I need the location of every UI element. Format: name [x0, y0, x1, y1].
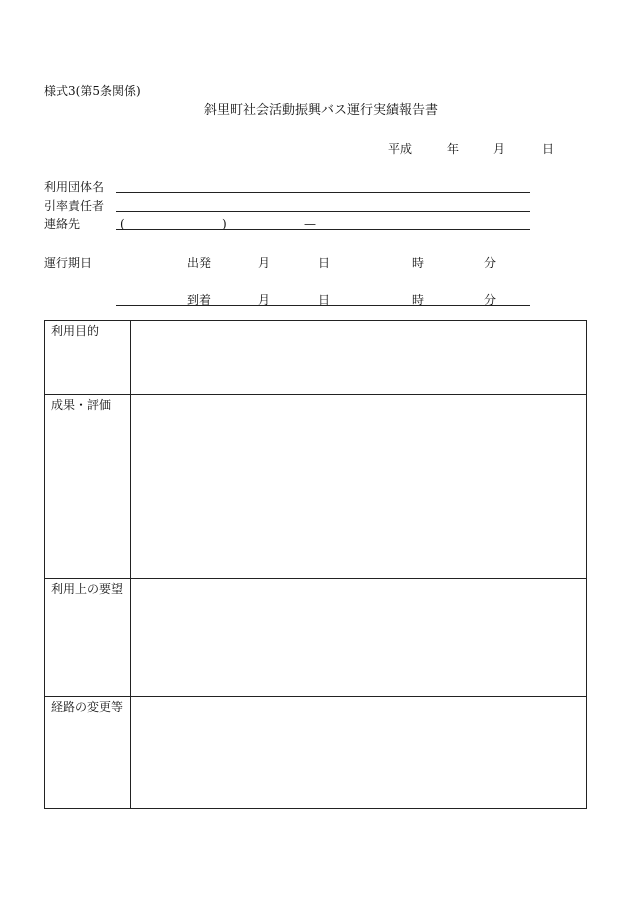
contact-field[interactable] [116, 229, 530, 230]
arrival-minute-label: 分 [484, 293, 497, 307]
arrival-label: 到着 [187, 293, 212, 307]
departure-month-label: 月 [258, 256, 271, 270]
label-cell [45, 395, 131, 578]
form-number: 様式3(第5条関係) [44, 84, 141, 98]
content-cell-requests[interactable] [131, 579, 586, 696]
document-title: 斜里町社会活動振興バス運行実績報告書 [204, 103, 439, 118]
arrival-hour-label: 時 [412, 293, 425, 307]
departure-label: 出発 [187, 256, 212, 270]
arrival-day-label: 日 [318, 293, 331, 307]
content-cell-purpose[interactable] [131, 321, 586, 394]
report-table [44, 320, 587, 809]
content-cell-route-changes[interactable] [131, 697, 586, 808]
label-cell [45, 697, 131, 808]
content-cell-results[interactable] [131, 395, 586, 578]
table-row-results [45, 394, 586, 578]
group-name-label: 利用団体名 [44, 180, 105, 194]
date-era: 平成 [388, 142, 413, 156]
departure-hour-label: 時 [412, 256, 425, 270]
contact-dash: — [304, 217, 316, 231]
contact-close-paren: ) [222, 217, 227, 231]
table-row-requests [45, 578, 586, 696]
leader-field[interactable] [116, 211, 530, 212]
table-row-purpose [45, 321, 586, 394]
leader-label: 引率責任者 [44, 199, 105, 213]
label-cell [45, 321, 131, 394]
date-year-label: 年 [447, 142, 460, 156]
departure-minute-label: 分 [484, 256, 497, 270]
row-label-purpose: 利用目的 [51, 324, 100, 338]
contact-open-paren: ( [120, 217, 125, 231]
row-label-results: 成果・評価 [51, 398, 112, 412]
schedule-label: 運行期日 [44, 256, 93, 270]
departure-day-label: 日 [318, 256, 331, 270]
date-day-label: 日 [542, 142, 555, 156]
contact-label: 連絡先 [44, 217, 81, 231]
arrival-field[interactable] [116, 305, 530, 306]
table-row-route-changes [45, 696, 586, 808]
date-month-label: 月 [493, 142, 506, 156]
row-label-route-changes: 経路の変更等 [51, 700, 124, 714]
group-name-field[interactable] [116, 192, 530, 193]
arrival-month-label: 月 [258, 293, 271, 307]
row-label-requests: 利用上の要望 [51, 582, 124, 596]
label-cell [45, 579, 131, 696]
